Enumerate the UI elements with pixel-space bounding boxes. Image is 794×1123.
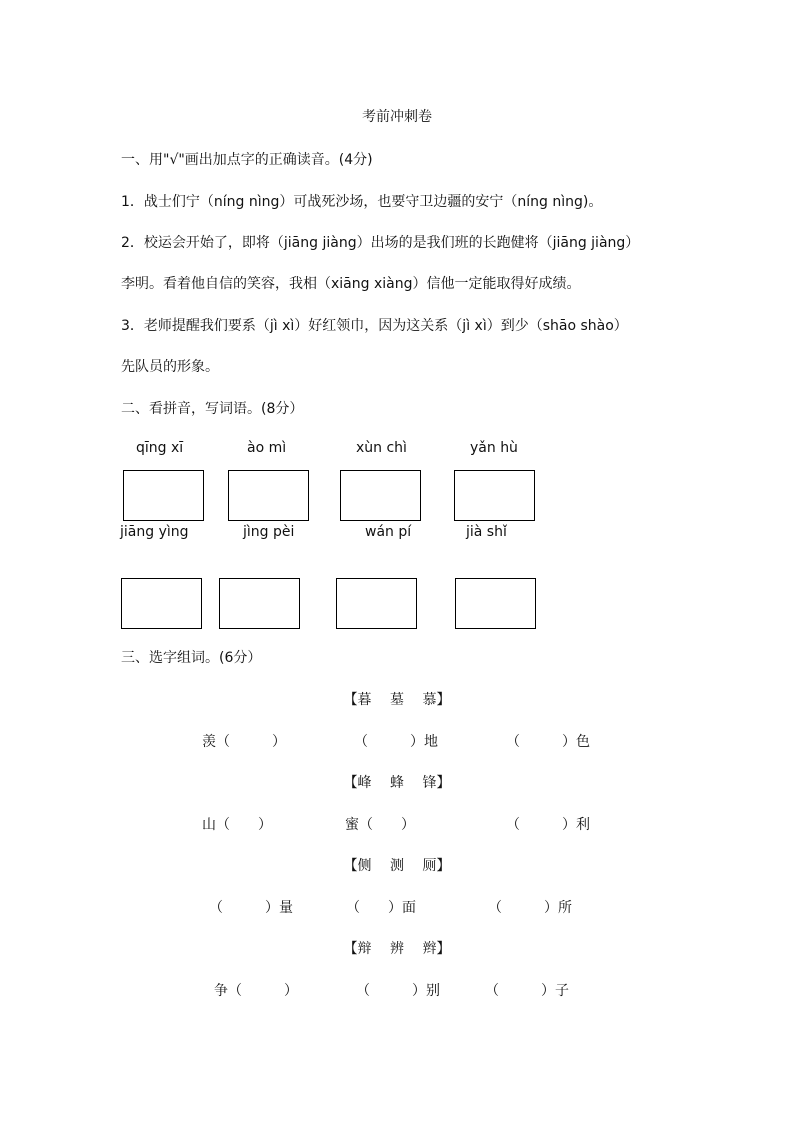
pinyin-label: jià shǐ — [466, 524, 507, 540]
fill-blank[interactable]: （ ）别 — [356, 983, 440, 999]
char-choice-group: 【峰 蜂 锋】 — [343, 775, 451, 791]
fill-blank[interactable]: （ ）地 — [354, 734, 438, 750]
section1-line-4: 3．老师提醒我们要系（jì xì）好红领巾，因为这关系（jì xì）到少（shāo shào） — [121, 318, 628, 334]
fill-blank[interactable]: 山（ ） — [202, 817, 272, 833]
answer-box[interactable] — [455, 578, 536, 629]
answer-box[interactable] — [228, 470, 309, 521]
pinyin-label: jiāng yìng — [120, 524, 189, 540]
pinyin-label: xùn chì — [356, 440, 407, 456]
char-choice-group: 【辩 辨 辫】 — [343, 941, 451, 957]
pinyin-label: jìng pèi — [243, 524, 295, 540]
section3-heading: 三、选字组词。(6分） — [121, 650, 262, 666]
answer-box[interactable] — [340, 470, 421, 521]
pinyin-label: yǎn hù — [470, 440, 518, 456]
fill-blank[interactable]: 争（ ） — [214, 983, 298, 999]
section1-line-2: 2．校运会开始了，即将（jiāng jiàng）出场的是我们班的长跑健将（jiāng jiàng） — [121, 235, 640, 251]
answer-box[interactable] — [336, 578, 417, 629]
fill-blank[interactable]: （ ）利 — [506, 817, 590, 833]
section1-line-3: 李明。看着他自信的笑容，我相（xiāng xiàng）信他一定能取得好成绩。 — [121, 276, 581, 292]
pinyin-label: wán pí — [365, 524, 412, 540]
fill-blank[interactable]: 羡（ ） — [202, 734, 286, 750]
pinyin-label: qīng xī — [136, 440, 184, 456]
fill-blank[interactable]: （ ）所 — [488, 900, 572, 916]
section1-line-5: 先队员的形象。 — [121, 359, 219, 375]
fill-blank[interactable]: （ ）面 — [346, 900, 416, 916]
char-choice-group: 【侧 测 厕】 — [343, 858, 451, 874]
section2-heading: 二、看拼音，写词语。(8分） — [121, 401, 304, 417]
answer-box[interactable] — [219, 578, 300, 629]
fill-blank[interactable]: 蜜（ ） — [345, 817, 415, 833]
fill-blank[interactable]: （ ）子 — [485, 983, 569, 999]
section1-line-1: 1．战士们宁（níng nìng）可战死沙场，也要守卫边疆的安宁（níng nìng)。 — [121, 194, 603, 210]
fill-blank[interactable]: （ ）色 — [506, 734, 590, 750]
pinyin-label: ào mì — [247, 440, 287, 456]
page-title: 考前冲刺卷 — [362, 109, 432, 125]
char-choice-group: 【暮 墓 慕】 — [343, 692, 451, 708]
fill-blank[interactable]: （ ）量 — [209, 900, 293, 916]
answer-box[interactable] — [454, 470, 535, 521]
section1-heading: 一、用"√"画出加点字的正确读音。(4分) — [121, 152, 373, 168]
answer-box[interactable] — [123, 470, 204, 521]
answer-box[interactable] — [121, 578, 202, 629]
